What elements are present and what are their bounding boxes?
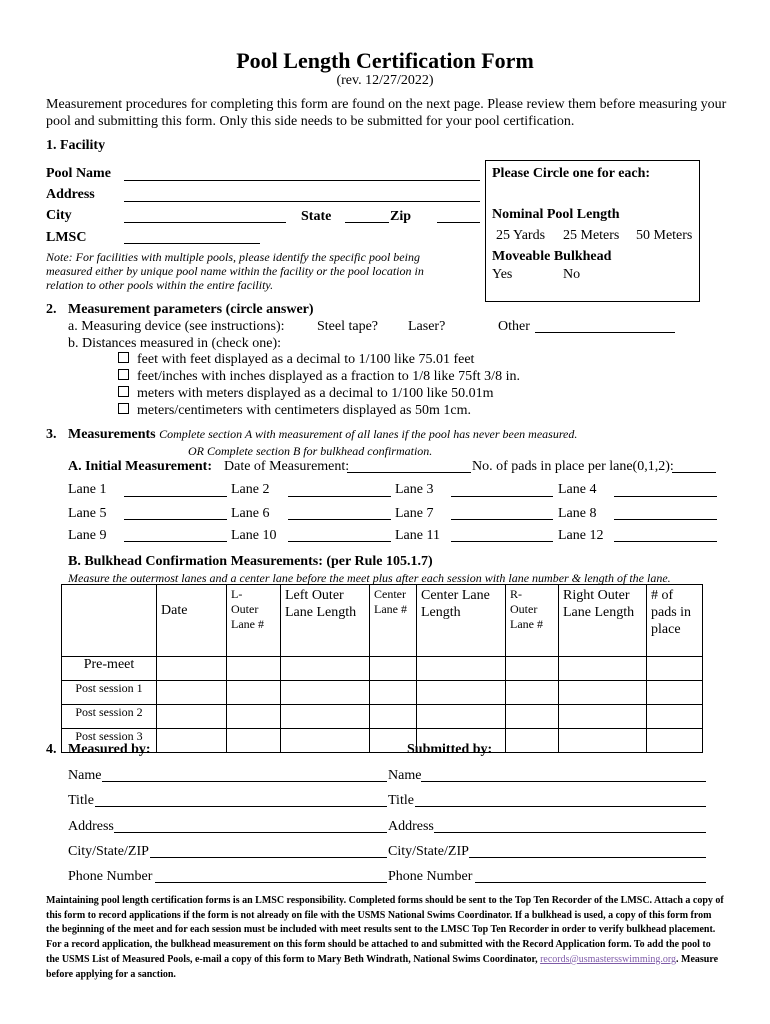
lane-field[interactable] <box>288 519 391 520</box>
lane-label: Lane 8 <box>558 506 597 521</box>
state-label: State <box>301 209 332 224</box>
state-field[interactable] <box>345 222 389 223</box>
measured-city-field[interactable] <box>150 857 387 858</box>
measured-address-label: Address <box>68 819 114 834</box>
device-label: a. Measuring device (see instructions): <box>68 319 285 334</box>
table-cell[interactable] <box>370 705 417 729</box>
measured-name-label: Name <box>68 768 102 783</box>
laser-option[interactable]: Laser? <box>408 319 446 334</box>
checkbox[interactable] <box>118 352 129 363</box>
measured-title-label: Title <box>68 793 94 808</box>
pool-name-label: Pool Name <box>46 166 111 181</box>
revision-date: (rev. 12/27/2022) <box>336 73 434 88</box>
lane-label: Lane 2 <box>231 482 270 497</box>
table-header-cell: R- Outer Lane # <box>506 585 559 657</box>
submitted-title-field[interactable] <box>415 806 706 807</box>
measured-by-heading: Measured by: <box>68 742 151 757</box>
table-cell[interactable] <box>506 681 559 705</box>
table-header-cell: Date <box>157 585 227 657</box>
table-header-cell: Right Outer Lane Length <box>559 585 647 657</box>
facility-note-3: relation to other pools within the entire facility. <box>46 278 274 292</box>
measured-name-field[interactable] <box>102 781 387 782</box>
lane-field[interactable] <box>288 496 391 497</box>
checkbox[interactable] <box>118 403 129 414</box>
lane-field[interactable] <box>124 519 227 520</box>
table-header-cell: Center Lane Length <box>417 585 506 657</box>
records-email-link[interactable]: records@usmastersswimming.org <box>540 953 677 965</box>
measurements-heading-line <box>68 427 577 443</box>
table-row <box>62 657 703 681</box>
unit-option-feet-decimal[interactable]: feet with feet displayed as a decimal to 1/100 like 75.01 feet <box>118 352 474 368</box>
table-row <box>62 705 703 729</box>
checkbox[interactable] <box>118 386 129 397</box>
submitted-phone-field[interactable] <box>475 882 706 883</box>
table-cell[interactable] <box>647 705 703 729</box>
zip-label: Zip <box>390 209 412 224</box>
row-label: Pre-meet <box>62 657 157 681</box>
lane-field[interactable] <box>451 541 553 542</box>
measured-phone-label: Phone Number <box>68 869 153 884</box>
table-cell[interactable] <box>281 657 370 681</box>
measured-city-label: City/State/ZIP <box>68 844 149 859</box>
params-heading: Measurement parameters (circle answer) <box>68 302 314 317</box>
signatures-number: 4. <box>46 742 57 757</box>
row-label: Post session 1 <box>62 681 157 705</box>
table-cell[interactable] <box>506 657 559 681</box>
lane-label: Lane 11 <box>395 528 440 543</box>
bulkhead-section-title: B. Bulkhead Confirmation Measurements: (per Rule 105.1.7) <box>68 554 433 569</box>
table-cell[interactable] <box>227 705 281 729</box>
table-cell[interactable] <box>227 681 281 705</box>
city-label: City <box>46 208 72 223</box>
pads-field[interactable] <box>672 472 716 473</box>
table-cell[interactable] <box>281 705 370 729</box>
measured-phone-field[interactable] <box>155 882 387 883</box>
facility-note-2: measured either by unique pool name within the facility or the pool location in <box>46 264 424 278</box>
table-cell[interactable] <box>417 657 506 681</box>
footer-paragraph: Maintaining pool length certification forms is an LMSC responsibility. Completed forms should be sent to the Top Ten Recorder of the LMSC. Attach a copy of this form to record applications if the form is not already on file with the USMS National Swims Coordinator. If a bulkhead is used, a copy of this form from the beginning of the meet and for each session must be included with meet results sent to the LMSC Top Ten Recorder in order to verify bulkhead placement. For a record application, the bulkhead measurement on this form should be attached to and submitted with the Record Application form. To add the pool to the USMS List of Measured Pools, e-mail a copy of this form to Mary Beth Windrath, National Swims Coordinator, records@usmastersswimming.org. Measure before applying for a sanction. <box>46 895 724 980</box>
table-header-cell: Left Outer Lane Length <box>281 585 370 657</box>
row-label: Post session 3 <box>62 729 157 753</box>
table-cell[interactable] <box>559 657 647 681</box>
lane-label: Lane 6 <box>231 506 270 521</box>
table-cell[interactable] <box>227 729 281 753</box>
lane-label: Lane 5 <box>68 506 107 521</box>
address-label: Address <box>46 187 95 202</box>
bulkhead-no[interactable]: No <box>563 267 581 282</box>
intro-line-2: pool and submitting this form. Only this side needs to be submitted for your pool certification. <box>46 114 575 129</box>
unit-option-meters-decimal[interactable]: meters with meters displayed as a decimal to 1/100 like 50.01m <box>118 386 494 402</box>
lane-field[interactable] <box>614 496 717 497</box>
lane-label: Lane 12 <box>558 528 604 543</box>
bulkhead-title: Moveable Bulkhead <box>492 249 612 264</box>
table-row <box>62 729 703 753</box>
table-cell[interactable] <box>157 729 227 753</box>
lane-field[interactable] <box>124 496 227 497</box>
submitted-address-field[interactable] <box>434 832 706 833</box>
submitted-city-field[interactable] <box>469 857 706 858</box>
page-title: Pool Length Certification Form <box>236 48 534 73</box>
measured-address-field[interactable] <box>114 832 387 833</box>
table-row <box>62 681 703 705</box>
facility-note-1: Note: For facilities with multiple pools, please identify the specific pool being <box>46 250 420 264</box>
table-cell[interactable] <box>647 729 703 753</box>
table-cell[interactable] <box>227 657 281 681</box>
lane-label: Lane 7 <box>395 506 434 521</box>
lane-label: Lane 3 <box>395 482 434 497</box>
table-cell[interactable] <box>559 681 647 705</box>
submitted-address-label: Address <box>388 819 434 834</box>
submitted-title-label: Title <box>388 793 414 808</box>
table-header-cell: L- Outer Lane # <box>227 585 281 657</box>
table-cell[interactable] <box>647 657 703 681</box>
date-of-measurement-field[interactable] <box>347 472 471 473</box>
lane-field[interactable] <box>124 541 227 542</box>
measurements-note-1: Complete section A with measurement of all lanes if the pool has never been measured. <box>159 427 578 441</box>
nominal-length-title: Nominal Pool Length <box>492 207 620 222</box>
lane-label: Lane 1 <box>68 482 107 497</box>
table-cell[interactable] <box>417 681 506 705</box>
other-label: Other <box>498 319 530 334</box>
lane-field[interactable] <box>451 496 553 497</box>
lane-field[interactable] <box>614 519 717 520</box>
option-50-meters[interactable]: 50 Meters <box>636 228 693 243</box>
unit-option-feet-inches[interactable]: feet/inches with inches displayed as a fraction to 1/8 like 75ft 3/8 in. <box>118 369 520 385</box>
measurements-heading: Measurements <box>68 427 156 442</box>
lmsc-label: LMSC <box>46 230 87 245</box>
bulkhead-yes[interactable]: Yes <box>492 267 513 282</box>
option-25-yards[interactable]: 25 Yards <box>496 228 546 243</box>
lane-field[interactable] <box>451 519 553 520</box>
facility-heading: 1. Facility <box>46 138 106 153</box>
row-label: Post session 2 <box>62 705 157 729</box>
initial-measurement-title: A. Initial Measurement: <box>68 459 212 474</box>
submitted-name-label: Name <box>388 768 422 783</box>
params-number: 2. <box>46 302 57 317</box>
distance-label: b. Distances measured in (check one): <box>68 336 282 351</box>
checkbox[interactable] <box>118 369 129 380</box>
bulkhead-section-note: Measure the outermost lanes and a center lane before the meet plus after each session with lane number & length of the lane. <box>68 571 671 585</box>
lane-label: Lane 10 <box>231 528 277 543</box>
table-cell[interactable] <box>506 705 559 729</box>
bulkhead-table <box>61 584 703 753</box>
circle-options-title: Please Circle one for each: <box>492 166 651 181</box>
table-header-cell: # of pads in place <box>647 585 703 657</box>
pool-name-field[interactable] <box>124 180 480 181</box>
table-cell[interactable] <box>157 681 227 705</box>
measured-title-field[interactable] <box>95 806 387 807</box>
city-field[interactable] <box>124 222 286 223</box>
lane-label: Lane 4 <box>558 482 597 497</box>
table-header-row <box>62 585 703 657</box>
table-cell[interactable] <box>506 729 559 753</box>
table-cell[interactable] <box>281 681 370 705</box>
table-header-cell <box>62 585 157 657</box>
pads-label: No. of pads in place per lane(0,1,2): <box>472 459 674 474</box>
lane-label: Lane 9 <box>68 528 107 543</box>
intro-line-1: Measurement procedures for completing this form are found on the next page. Please review them before measuring your <box>46 97 727 112</box>
option-25-meters[interactable]: 25 Meters <box>563 228 620 243</box>
table-cell[interactable] <box>559 729 647 753</box>
submitted-name-field[interactable] <box>421 781 706 782</box>
table-cell[interactable] <box>157 705 227 729</box>
address-field[interactable] <box>124 201 480 202</box>
table-cell[interactable] <box>370 657 417 681</box>
unit-option-meters-cm[interactable]: meters/centimeters with centimeters displayed as 50m 1cm. <box>118 403 471 419</box>
zip-field[interactable] <box>437 222 480 223</box>
date-of-measurement-label: Date of Measurement: <box>224 459 350 474</box>
table-cell[interactable] <box>559 705 647 729</box>
lmsc-field[interactable] <box>124 243 260 244</box>
submitted-phone-label: Phone Number <box>388 869 473 884</box>
table-header-cell: Center Lane # <box>370 585 417 657</box>
table-cell[interactable] <box>647 681 703 705</box>
steel-tape-option[interactable]: Steel tape? <box>317 319 379 334</box>
lane-field[interactable] <box>614 541 717 542</box>
table-cell[interactable] <box>157 657 227 681</box>
other-device-field[interactable] <box>535 332 675 333</box>
measurements-note-2: OR Complete section B for bulkhead confirmation. <box>188 444 433 458</box>
submitted-city-label: City/State/ZIP <box>388 844 469 859</box>
lane-field[interactable] <box>288 541 391 542</box>
submitted-by-heading: Submitted by: <box>407 742 493 757</box>
measurements-number: 3. <box>46 427 57 442</box>
table-cell[interactable] <box>370 681 417 705</box>
table-cell[interactable] <box>281 729 370 753</box>
table-cell[interactable] <box>417 705 506 729</box>
